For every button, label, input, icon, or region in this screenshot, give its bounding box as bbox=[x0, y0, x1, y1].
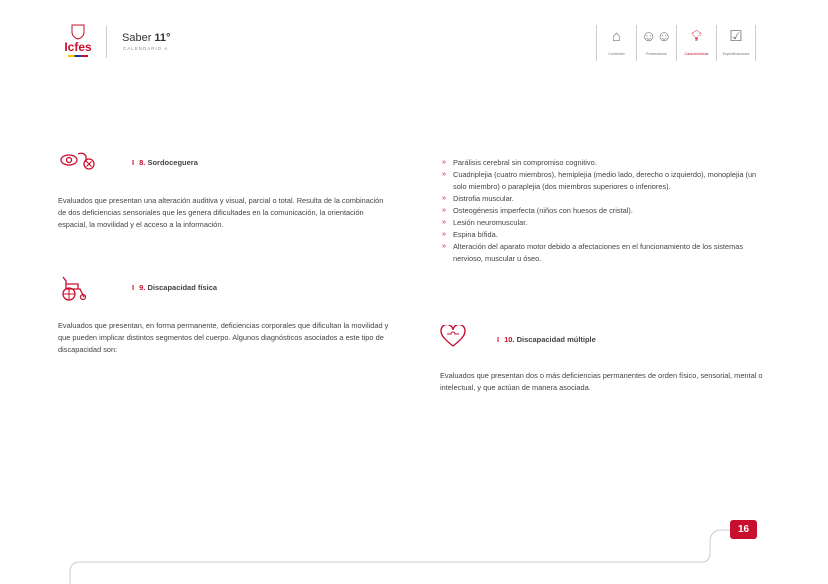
section-8-text: Evaluados que presentan una alteración auditiva y visual, parcial o total. Resulta de la combinación de dos deficiencias sensoriales que les genera dificultades en la comunicación, la orientación espacial, la movilidad y el acceso a la información. bbox=[58, 196, 384, 229]
nav-label: Presentación bbox=[646, 52, 667, 56]
list-item: » Parálisis cerebral sin compromiso cognitivo. bbox=[440, 157, 770, 169]
section-number: 8. bbox=[139, 158, 146, 167]
list-item: » Distrofia muscular. bbox=[440, 193, 770, 205]
logo-text: Icfes bbox=[64, 40, 92, 54]
home-icon: ⌂ bbox=[611, 28, 622, 45]
page-number: 16 bbox=[730, 520, 757, 539]
section-heading-9: I 9. Discapacidad física bbox=[132, 283, 218, 292]
nav-label: Especificaciones bbox=[722, 52, 750, 56]
section-heading-10: I 10. Discapacidad múltiple bbox=[497, 335, 596, 344]
people-icon: ☺☺ bbox=[641, 28, 672, 45]
section-number: 9. bbox=[139, 283, 146, 292]
title-bold: 11° bbox=[154, 32, 171, 44]
lightbulb-icon: 💡︎ bbox=[691, 28, 702, 45]
section-title: Discapacidad múltiple bbox=[516, 335, 596, 344]
section-title: Discapacidad física bbox=[147, 283, 218, 292]
list-item: » Alteración del aparato motor debido a afectaciones en el funcionamiento de los sistemas nervioso, muscular u óseo. bbox=[440, 241, 770, 265]
nav-label: Características bbox=[684, 52, 709, 56]
section-number: 10. bbox=[504, 335, 515, 344]
list-item: » Lesión neuromuscular. bbox=[440, 217, 770, 229]
section-10-text: Evaluados que presentan dos o más deficiencias permanentes de orden físico, sensorial, mental o intelectual, y que actúan de manera asociada. bbox=[440, 371, 763, 392]
title-prefix: Saber bbox=[122, 32, 152, 44]
list-item: » Osteogénesis imperfecta (niños con huesos de cristal). bbox=[440, 205, 770, 217]
section-title: Sordoceguera bbox=[147, 158, 198, 167]
product-subtitle: CALENDARIO A bbox=[123, 46, 169, 51]
section-9-text: Evaluados que presentan, en forma permanente, deficiencias corporales que dificultan la movilidad y que pueden implicar distintos segmentos del cuerpo. Algunos diagnósticos asociados a este tipo de discapacidad son: bbox=[58, 321, 389, 354]
section-heading-8: I 8. Sordoceguera bbox=[132, 158, 198, 167]
nav-label: Contenido bbox=[608, 52, 625, 56]
list-item: » Cuadriplejia (cuatro miembros), hemiplejia (medio lado, derecho o izquierdo), monoplejia (un solo miembro) o paraplejia (dos miembros superiores o inferiores). bbox=[440, 169, 770, 193]
checklist-icon: ☑ bbox=[729, 28, 743, 45]
list-item: » Espina bífida. bbox=[440, 229, 770, 241]
